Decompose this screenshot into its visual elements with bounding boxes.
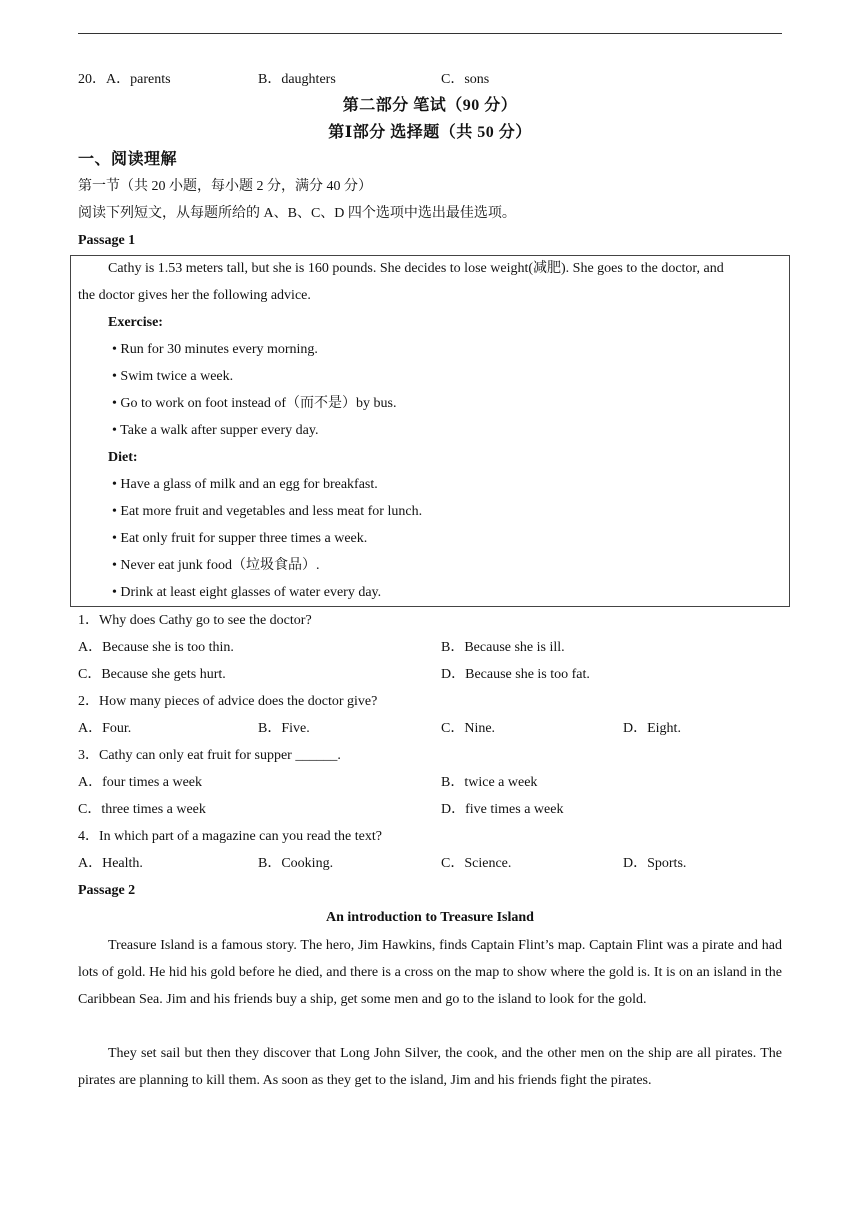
diet-item: • Never eat junk food（垃圾食品）. (112, 558, 320, 573)
exercise-item: • Go to work on foot instead of（而不是）by bus. (112, 396, 397, 411)
option-a: A．Four. (78, 721, 132, 736)
reading-heading: 一、阅读理解 (78, 151, 178, 168)
option-b: B．Five. (258, 721, 310, 736)
diet-item: • Eat more fruit and vegetables and less meat for lunch. (112, 504, 423, 519)
option-c: C．Science. (441, 856, 512, 871)
q20-option-a: 20．A．parents (78, 72, 171, 87)
question-stem: 2．How many pieces of advice does the doctor give? (78, 694, 378, 709)
diet-item: • Drink at least eight glasses of water every day. (112, 585, 382, 600)
part2-title: 第二部分 笔试（90 分） (342, 97, 518, 114)
exercise-item: • Run for 30 minutes every morning. (112, 342, 318, 357)
header-rule (78, 33, 782, 34)
passage2-title: An introduction to Treasure Island (326, 910, 534, 925)
question-stem: 4．In which part of a magazine can you read the text? (78, 829, 382, 844)
option-b: B．Because she is ill. (441, 640, 565, 655)
question-stem: 3．Cathy can only eat fruit for supper ______. (78, 748, 341, 763)
diet-item: • Have a glass of milk and an egg for breakfast. (112, 477, 378, 492)
q20-option-c: C．sons (441, 72, 490, 87)
passage1-intro-line1: Cathy is 1.53 meters tall, but she is 160 pounds. She decides to lose weight(减肥). She goes to the doctor, and (108, 261, 724, 276)
section-note: 第一节（共 20 小题，每小题 2 分，满分 40 分） (78, 179, 372, 194)
passage2-paragraph: Treasure Island is a famous story. The hero, Jim Hawkins, finds Captain Flint’s map. Captain Flint was a pirate and had lots of gold. He hid his gold before he died, and there is a cross on the map to show where the gold is. It is on an island in the Caribbean Sea. Jim and his friends buy a ship, get some men and go to the island to look for the gold. (78, 938, 782, 1007)
passage2-label: Passage 2 (78, 883, 136, 898)
diet-heading: Diet: (108, 450, 138, 465)
option-c: C．three times a week (78, 802, 206, 817)
option-c: C．Nine. (441, 721, 496, 736)
option-d: D．Sports. (623, 856, 687, 871)
exercise-item: • Swim twice a week. (112, 369, 234, 384)
passage2-paragraph: They set sail but then they discover that Long John Silver, the cook, and the other men on the ship are all pirates. The pirates are planning to kill them. As soon as they get to the island, Jim and his friends fight the pirates. (78, 1046, 782, 1088)
exercise-heading: Exercise: (108, 315, 163, 330)
q20-option-b: B．daughters (258, 72, 336, 87)
option-d: D．five times a week (441, 802, 564, 817)
option-b: B．twice a week (441, 775, 538, 790)
option-a: A．four times a week (78, 775, 203, 790)
option-c: C．Because she gets hurt. (78, 667, 226, 682)
instructions: 阅读下列短文，从每题所给的 A、B、C、D 四个选项中选出最佳选项。 (78, 206, 516, 221)
exercise-item: • Take a walk after supper every day. (112, 423, 319, 438)
option-b: B．Cooking. (258, 856, 334, 871)
question-stem: 1．Why does Cathy go to see the doctor? (78, 613, 312, 628)
diet-item: • Eat only fruit for supper three times a week. (112, 531, 368, 546)
option-d: D．Because she is too fat. (441, 667, 590, 682)
option-d: D．Eight. (623, 721, 681, 736)
passage1-label: Passage 1 (78, 233, 136, 248)
option-a: A．Health. (78, 856, 143, 871)
section1-title: 第Ⅰ部分 选择题（共 50 分） (328, 124, 532, 141)
passage1-intro-line2: the doctor gives her the following advice. (78, 288, 311, 303)
option-a: A．Because she is too thin. (78, 640, 234, 655)
